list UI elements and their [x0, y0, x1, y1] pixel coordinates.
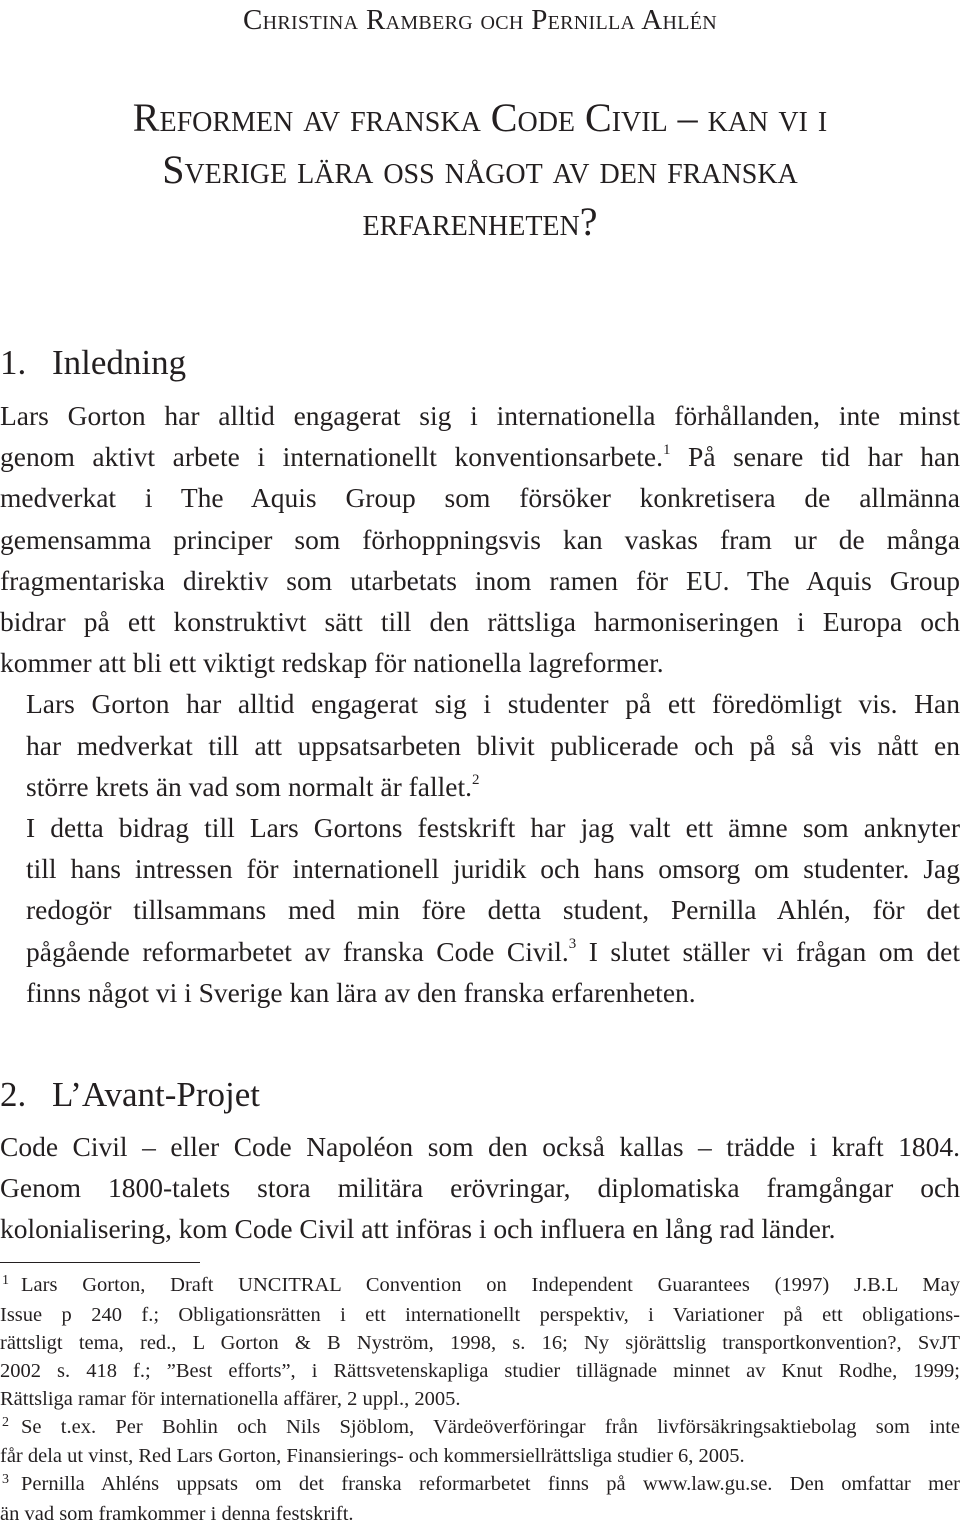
text-line: kolonialisering, kom Code Civil att införas i och influera en lång rad länder. — [0, 1213, 836, 1245]
section-1-number: 1. — [0, 343, 27, 382]
text-line: medverkat i The Aquis Group som försöker konkretisera de allmänna — [0, 482, 960, 514]
footnote-ref-2[interactable]: 2 — [471, 771, 480, 788]
footnote-line: än vad som framkommer i denna festskrift. — [0, 1503, 354, 1526]
footnote-mark: 2 — [2, 1414, 9, 1430]
section-1-heading — [0, 343, 186, 383]
paragraph — [0, 683, 960, 807]
footnote-line: $^3$ Pernilla Ahléns uppsats om det franska reformarbetet finns på www.law.gu.se. Den omfattar mer — [2, 1472, 960, 1496]
text-line: Code Civil – eller Code Napoléon som den också kallas – trädde i kraft 1804. — [0, 1131, 960, 1162]
text-line: Lars Gorton har alltid engagerat sig i studenter på ett föredömligt vis. Han — [26, 688, 960, 720]
title-line: erfarenheten? — [362, 199, 598, 244]
footnote-2 — [0, 1414, 960, 1472]
paragraph — [0, 1126, 960, 1250]
text-line: finns något vi i Sverige kan lära av den franska erfarenheten. — [26, 976, 696, 1008]
text-line: gemensamma principer som förhoppningsvis kan vaskas fram ur de många — [0, 523, 960, 555]
text-line: har medverkat till att uppsatsarbeten blivit publicerade och på så vis nått en — [26, 729, 960, 761]
section-2-title: L’Avant-Projet — [52, 1075, 261, 1114]
footnote-mark: 3 — [2, 1472, 9, 1488]
text-line: kommer att bli ett viktigt redskap för nationella lagreformer. — [0, 647, 664, 679]
paragraph — [0, 395, 960, 683]
footnote-line: Issue p 240 f.; Obligationsrätten i ett internationellt perspektiv, i Variationer på ett obligations- — [0, 1303, 960, 1326]
text-line: genom aktivt arbete i internationellt konventionsarbete.$^1$ På senare tid har han — [0, 441, 960, 473]
section-1-title: Inledning — [52, 343, 187, 382]
text-line: till hans intressen för internationell juridik och hans omsorg om studenter. Jag — [26, 853, 960, 885]
paragraph — [0, 807, 960, 1013]
text-line: pågående reformarbetet av franska Code Civil.$^3$ I slutet ställer vi frågan om det — [26, 935, 960, 967]
title-line: Reformen av franska Code Civil – kan vi i — [132, 95, 828, 140]
text-line: bidrar på ett konstruktivt sätt till den rättsliga harmoniseringen i Europa och — [0, 606, 960, 638]
footnote-line: får dela ut vinst, Red Lars Gorton, Finansierings- och kommersiellrättsliga studier 6, 2005. — [0, 1445, 745, 1468]
section-2-body — [0, 1126, 960, 1250]
footnote-3 — [0, 1471, 960, 1529]
footnote-line: 2002 s. 418 f.; ”Best efforts”, i Rättsvetenskapliga studier tillägnade minnet av Knut Rodhe, 1999; — [0, 1359, 960, 1382]
footnote-line: $^1$ Lars Gorton, Draft UNCITRAL Convention on Independent Guarantees (1997) J.B.L May — [2, 1273, 960, 1296]
footnote-separator — [0, 1262, 200, 1263]
section-2-heading — [0, 1075, 260, 1115]
text-line: Genom 1800-talets stora militära erövringar, diplomatiska framgångar och — [0, 1172, 960, 1204]
title-line: Sverige lära oss något av den franska — [162, 147, 798, 192]
footnote-line: $^2$ Se t.ex. Per Bohlin och Nils Sjöblom, Värdeöverföringar från livförsäkringsaktiebolag som inte — [2, 1414, 960, 1438]
footnote-ref-3[interactable]: 3 — [568, 936, 577, 953]
footnote-line: Rättsliga ramar för internationella affärer, 2 uppl., 2005. — [0, 1387, 461, 1410]
running-header-authors: Christina Ramberg och Pernilla Ahlén — [243, 4, 717, 36]
text-line: redogör tillsammans med min före detta student, Pernilla Ahlén, för det — [26, 894, 960, 926]
section-2-number: 2. — [0, 1075, 27, 1114]
text-line: Lars Gorton har alltid engagerat sig i internationella förhållanden, inte minst — [0, 400, 960, 431]
footnote-line: rättsligt tema, red., L Gorton & B Nyström, 1998, s. 16; Ny sjörättslig transportkonvention?, SvJT — [0, 1331, 960, 1354]
article-title — [30, 92, 930, 248]
text-line: större krets än vad som normalt är fallet.$^2$ — [26, 770, 480, 802]
text-line: I detta bidrag till Lars Gortons festskrift har jag valt ett ämne som anknyter — [26, 812, 960, 844]
footnote-1 — [0, 1272, 960, 1414]
section-1-body — [0, 395, 960, 1013]
footnote-mark: 1 — [2, 1273, 9, 1288]
footnotes — [0, 1272, 960, 1529]
text-line: fragmentariska direktiv som utarbetats inom ramen för EU. The Aquis Group — [0, 564, 960, 596]
footnote-ref-1[interactable]: 1 — [662, 442, 671, 459]
